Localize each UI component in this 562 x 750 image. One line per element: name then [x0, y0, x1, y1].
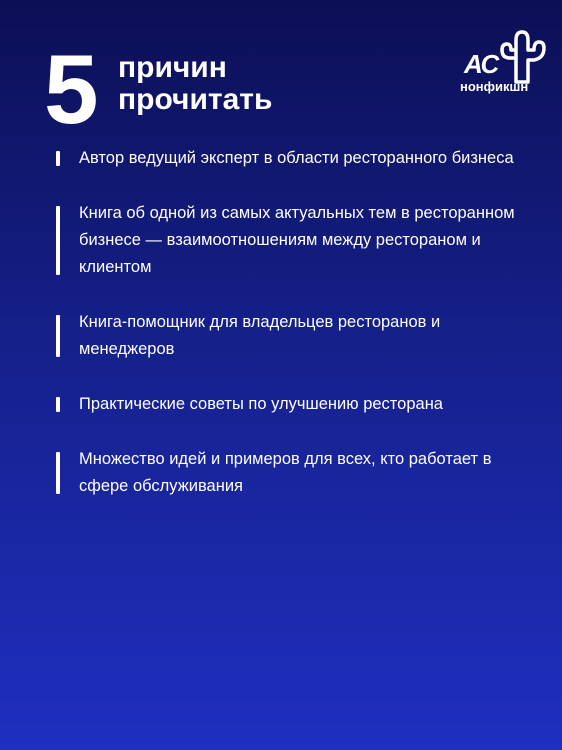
list-item [56, 309, 536, 363]
list-item [56, 145, 536, 172]
bullet-bar [56, 206, 60, 275]
reason-text: Практические советы по улучшению ресторана [79, 395, 443, 413]
big-number: 5 [44, 34, 97, 144]
publisher-logo [458, 24, 546, 102]
bullet-bar [56, 151, 60, 166]
reason-text: Книга об одной из самых актуальных тем в ресторанном бизнесе — взаимоотношениям между рестораном и клиентом [79, 204, 515, 276]
bullet-bar [56, 315, 60, 357]
bullet-bar [56, 397, 60, 412]
page-title [118, 52, 272, 116]
logo-mark: АС [464, 49, 499, 79]
bullet-bar [56, 452, 60, 494]
title-line-2: прочитать [118, 83, 273, 116]
reason-text: Автор ведущий эксперт в области ресторанного бизнеса [79, 149, 514, 167]
reasons-list [56, 145, 536, 528]
header [44, 34, 529, 144]
title-line-1: причин [118, 51, 227, 84]
list-item [56, 200, 536, 281]
list-item [56, 446, 536, 500]
logo-subtitle: нонфикшн [460, 79, 529, 94]
reason-text: Множество идей и примеров для всех, кто работает в сфере обслуживания [79, 450, 492, 495]
list-item [56, 391, 536, 418]
reason-text: Книга-помощник для владельцев ресторанов и менеджеров [79, 313, 441, 358]
